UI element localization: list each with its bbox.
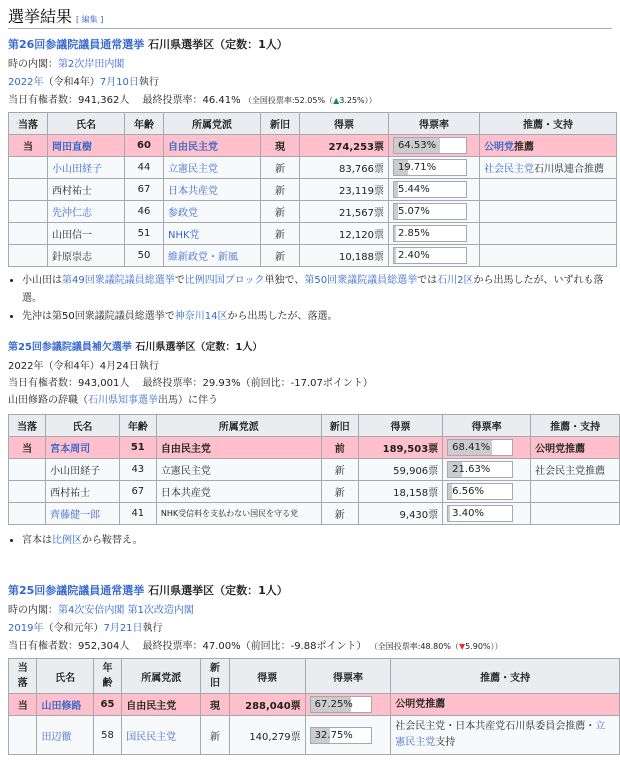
status-cell: 新 xyxy=(321,459,358,481)
election1-title-link[interactable]: 第26回参議院議員通常選挙 xyxy=(8,38,145,51)
support-cell xyxy=(531,481,620,503)
election2-stats: 当日有権者数：943,001人 最終投票率：29.93%（前回比：-17.07ポイント） xyxy=(8,378,373,389)
vote-rate-bar xyxy=(393,137,467,154)
party-cell: 日本共産党 xyxy=(156,481,321,503)
vote-rate-cell xyxy=(443,459,531,481)
votes-cell: 21,567票 xyxy=(300,201,389,223)
result-cell xyxy=(9,201,48,223)
vote-rate-bar xyxy=(393,203,467,220)
vote-rate-text: 5.07% xyxy=(398,206,430,217)
result-cell xyxy=(9,481,46,503)
age-cell: 46 xyxy=(125,201,164,223)
status-cell: 新 xyxy=(261,201,300,223)
age-cell: 58 xyxy=(93,716,121,755)
vote-rate-text: 2.40% xyxy=(398,250,430,261)
vote-rate-text: 5.44% xyxy=(398,184,430,195)
candidate-name: 先沖仁志 xyxy=(48,201,125,223)
support-cell: 社会民主党石川県連合推薦 xyxy=(480,157,617,179)
cabinet-link[interactable]: 第2次岸田内閣 xyxy=(58,59,125,70)
vote-rate-cell xyxy=(443,481,531,503)
support-cell xyxy=(480,201,617,223)
election1-stats: 当日有権者数：941,362人 最終投票率：46.41% （全国投票率:52.05%（▲3.25%）） xyxy=(8,95,377,106)
support-cell xyxy=(480,245,617,267)
result-cell: 当 xyxy=(9,135,48,157)
column-header: 得票 xyxy=(300,113,389,135)
votes-cell: 274,253票 xyxy=(300,135,389,157)
column-header: 新旧 xyxy=(321,415,358,437)
age-cell: 41 xyxy=(119,503,156,525)
table-row xyxy=(9,201,617,223)
candidate-name: 西村祐士 xyxy=(48,179,125,201)
vote-rate-bar xyxy=(447,505,513,522)
support-cell: 公明党推薦 xyxy=(391,694,620,716)
status-cell: 新 xyxy=(321,481,358,503)
list-item: • 小山田は第49回衆議院議員総選挙で比例四国ブロック単独で、第50回衆議院議員総選挙では石川2区から出馬したが、いずれも落選。 xyxy=(22,272,620,308)
table-row xyxy=(9,223,617,245)
column-header: 当落 xyxy=(9,659,37,694)
column-header: 所属党派 xyxy=(122,659,201,694)
result-cell: 当 xyxy=(9,437,46,459)
column-header: 氏名 xyxy=(46,415,120,437)
result-cell xyxy=(9,245,48,267)
governor-election-link[interactable]: 石川県知事選挙 xyxy=(88,395,158,406)
result-cell xyxy=(9,157,48,179)
status-cell: 新 xyxy=(261,223,300,245)
party-cell: 国民民主党 xyxy=(122,716,201,755)
column-header: 得票 xyxy=(358,415,442,437)
vote-rate-cell xyxy=(389,201,480,223)
table-row xyxy=(9,135,617,157)
votes-cell: 12,120票 xyxy=(300,223,389,245)
party-cell: 参政党 xyxy=(164,201,261,223)
vote-rate-bar xyxy=(310,696,372,713)
age-cell: 65 xyxy=(93,694,121,716)
party-cell: NHK受信料を支払わない国民を守る党 xyxy=(156,503,321,525)
vote-rate-text: 64.53% xyxy=(398,140,437,151)
column-header: 当落 xyxy=(9,415,46,437)
table-row xyxy=(9,503,620,525)
election1-table xyxy=(8,112,617,267)
table-row xyxy=(9,157,617,179)
table-row xyxy=(9,459,620,481)
age-cell: 43 xyxy=(119,459,156,481)
election2-notes xyxy=(8,532,143,550)
column-header: 得票率 xyxy=(389,113,480,135)
election3-table xyxy=(8,658,620,755)
list-item: • 宮本は比例区から鞍替え。 xyxy=(22,532,143,550)
candidate-name: 小山田経子 xyxy=(46,459,120,481)
age-cell: 44 xyxy=(125,157,164,179)
heading-rule xyxy=(8,28,612,29)
status-cell: 新 xyxy=(321,503,358,525)
table-row xyxy=(9,694,620,716)
party-cell: 自由民主党 xyxy=(156,437,321,459)
column-header: 得票率 xyxy=(305,659,391,694)
vote-rate-cell xyxy=(305,716,391,755)
vote-rate-text: 68.41% xyxy=(452,442,491,453)
election3-title-link[interactable]: 第25回参議院議員通常選挙 xyxy=(8,584,145,597)
result-cell: 当 xyxy=(9,694,37,716)
vote-rate-bar xyxy=(447,461,513,478)
result-cell xyxy=(9,223,48,245)
table-header xyxy=(9,659,620,694)
date-link[interactable]: 7月10日 xyxy=(99,77,139,88)
candidate-name: 小山田経子 xyxy=(48,157,125,179)
column-header: 推薦・支持 xyxy=(391,659,620,694)
year-link[interactable]: 2022年 xyxy=(8,77,44,88)
votes-cell: 23,119票 xyxy=(300,179,389,201)
table-row xyxy=(9,716,620,755)
age-cell: 50 xyxy=(125,245,164,267)
table-header xyxy=(9,113,617,135)
vote-rate-cell xyxy=(443,503,531,525)
election3-title: 第25回参議院議員通常選挙 石川県選挙区（定数：1人） xyxy=(8,584,288,597)
votes-cell: 189,503票 xyxy=(358,437,442,459)
election1-date: 2022年（令和4年）7月10日執行 xyxy=(8,77,159,88)
vote-rate-text: 6.56% xyxy=(452,486,484,497)
column-header: 得票率 xyxy=(443,415,531,437)
age-cell: 67 xyxy=(125,179,164,201)
candidate-name: 山田修路 xyxy=(37,694,93,716)
election2-title-link[interactable]: 第25回参議院議員補欠選挙 xyxy=(8,342,132,353)
status-cell: 現 xyxy=(201,694,229,716)
column-header: 氏名 xyxy=(48,113,125,135)
vote-rate-bar xyxy=(393,225,467,242)
support-cell: 社会民主党・日本共産党石川県委員会推薦・立憲民主党支持 xyxy=(391,716,620,755)
column-header: 所属党派 xyxy=(164,113,261,135)
support-cell xyxy=(480,179,617,201)
section-heading xyxy=(8,4,103,27)
table-row xyxy=(9,179,617,201)
vote-rate-bar xyxy=(447,439,513,456)
candidate-name: 岡田直樹 xyxy=(48,135,125,157)
column-header: 年齢 xyxy=(125,113,164,135)
status-cell: 新 xyxy=(261,179,300,201)
column-header: 所属党派 xyxy=(156,415,321,437)
table-row xyxy=(9,245,617,267)
column-header: 推薦・支持 xyxy=(480,113,617,135)
vote-rate-text: 67.25% xyxy=(314,699,353,710)
column-header: 当落 xyxy=(9,113,48,135)
status-cell: 現 xyxy=(261,135,300,157)
votes-cell: 83,766票 xyxy=(300,157,389,179)
down-arrow-icon: ▼ xyxy=(458,642,466,651)
votes-cell: 288,040票 xyxy=(229,694,305,716)
election3-date: 2019年（令和元年）7月21日執行 xyxy=(8,623,163,634)
vote-rate-cell xyxy=(389,135,480,157)
election2-table xyxy=(8,414,620,525)
age-cell: 60 xyxy=(125,135,164,157)
list-item: • 先沖は第50回衆議院議員総選挙で神奈川14区から出馬したが、落選。 xyxy=(22,308,620,326)
age-cell: 51 xyxy=(125,223,164,245)
party-cell: 立憲民主党 xyxy=(156,459,321,481)
result-cell xyxy=(9,716,37,755)
party-cell: 自由民主党 xyxy=(164,135,261,157)
vote-rate-text: 19.71% xyxy=(398,162,437,173)
vote-rate-cell xyxy=(389,223,480,245)
election1-title: 第26回参議院議員通常選挙 石川県選挙区（定数：1人） xyxy=(8,38,288,51)
support-cell: 社会民主党推薦 xyxy=(531,459,620,481)
column-header: 新旧 xyxy=(201,659,229,694)
vote-rate-bar xyxy=(447,483,513,500)
status-cell: 新 xyxy=(261,245,300,267)
party-cell: 自由民主党 xyxy=(122,694,201,716)
column-header: 得票 xyxy=(229,659,305,694)
vote-rate-cell xyxy=(389,245,480,267)
candidate-name: 齊藤健一郎 xyxy=(46,503,120,525)
vote-rate-cell xyxy=(389,179,480,201)
table-row xyxy=(9,437,620,459)
section-title: 選挙結果 xyxy=(8,7,73,26)
support-cell xyxy=(531,503,620,525)
party-cell: 維新政党・新風 xyxy=(164,245,261,267)
support-cell xyxy=(480,223,617,245)
candidate-name: 田辺徹 xyxy=(37,716,93,755)
result-cell xyxy=(9,179,48,201)
up-arrow-icon: ▲ xyxy=(333,96,340,105)
vote-rate-text: 21.63% xyxy=(452,464,491,475)
votes-cell: 10,188票 xyxy=(300,245,389,267)
party-cell: NHK党 xyxy=(164,223,261,245)
election2-reason: 山田修路の辞職（石川県知事選挙出馬）に伴う xyxy=(8,395,218,406)
votes-cell: 59,906票 xyxy=(358,459,442,481)
column-header: 年齢 xyxy=(119,415,156,437)
table-header xyxy=(9,415,620,437)
column-header: 新旧 xyxy=(261,113,300,135)
vote-rate-bar xyxy=(310,727,372,744)
vote-rate-text: 32.75% xyxy=(314,729,353,741)
status-cell: 新 xyxy=(201,716,229,755)
vote-rate-bar xyxy=(393,247,467,264)
vote-rate-text: 3.40% xyxy=(452,508,484,519)
status-cell: 前 xyxy=(321,437,358,459)
election1-notes xyxy=(8,272,620,326)
edit-link[interactable]: [ 編集 ] xyxy=(76,15,104,24)
vote-rate-cell xyxy=(443,437,531,459)
column-header: 年齢 xyxy=(93,659,121,694)
candidate-name: 山田信一 xyxy=(48,223,125,245)
vote-rate-cell xyxy=(389,157,480,179)
status-cell: 新 xyxy=(261,157,300,179)
table-row xyxy=(9,481,620,503)
election2-title: 第25回参議院議員補欠選挙 石川県選挙区（定数：1人） xyxy=(8,342,263,353)
party-cell: 日本共産党 xyxy=(164,179,261,201)
age-cell: 67 xyxy=(119,481,156,503)
candidate-name: 針原崇志 xyxy=(48,245,125,267)
age-cell: 51 xyxy=(119,437,156,459)
vote-rate-bar xyxy=(393,159,467,176)
vote-rate-text: 2.85% xyxy=(398,228,430,239)
result-cell xyxy=(9,503,46,525)
support-cell: 公明党推薦 xyxy=(531,437,620,459)
candidate-name: 西村祐士 xyxy=(46,481,120,503)
result-cell xyxy=(9,459,46,481)
column-header: 推薦・支持 xyxy=(531,415,620,437)
column-header: 氏名 xyxy=(37,659,93,694)
votes-cell: 9,430票 xyxy=(358,503,442,525)
election3-stats: 当日有権者数：952,304人 最終投票率：47.00%（前回比：-9.88ポイント） （全国投票率:48.80%（▼5.90%）） xyxy=(8,641,503,652)
party-cell: 立憲民主党 xyxy=(164,157,261,179)
candidate-name: 宮本周司 xyxy=(46,437,120,459)
votes-cell: 18,158票 xyxy=(358,481,442,503)
election3-cabinet: 時の内閣：第4次安倍内閣 第1次改造内閣 xyxy=(8,605,194,616)
support-cell: 公明党推薦 xyxy=(480,135,617,157)
votes-cell: 140,279票 xyxy=(229,716,305,755)
election1-cabinet: 時の内閣：第2次岸田内閣 xyxy=(8,59,125,70)
vote-rate-cell xyxy=(305,694,391,716)
election2-date: 2022年（令和4年）4月24日執行 xyxy=(8,361,159,372)
vote-rate-bar xyxy=(393,181,467,198)
